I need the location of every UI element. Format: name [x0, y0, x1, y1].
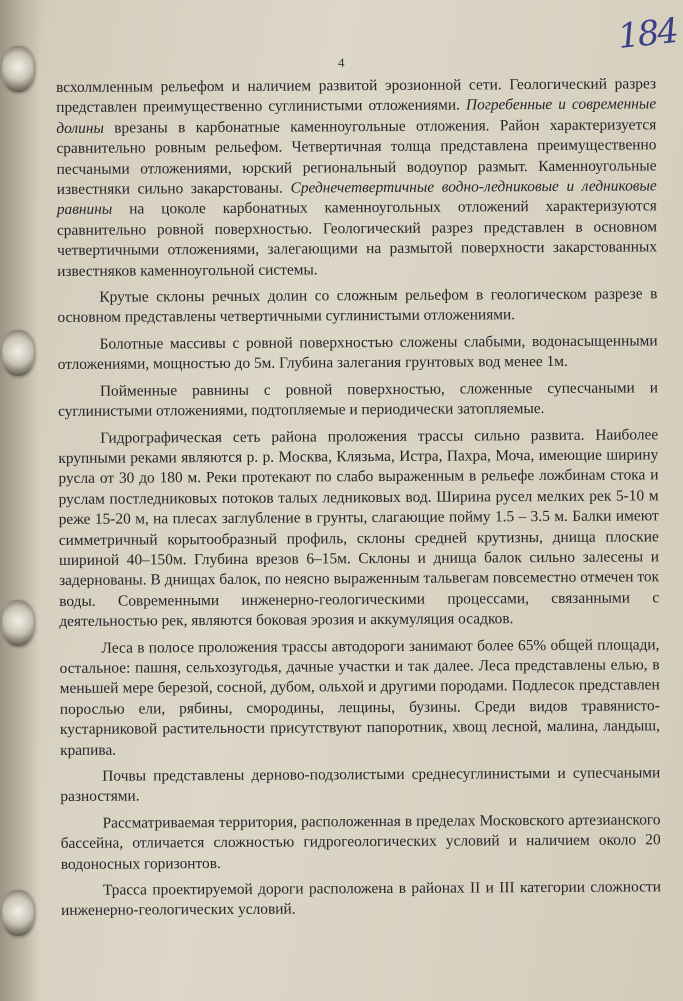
- binder-ring: [2, 46, 34, 92]
- paragraph-geology: [56, 74, 657, 282]
- italic-term: Среднечетвертичные водно-ледниковые и ледниковые равнины: [56, 177, 657, 219]
- paragraph-swamps: Болотные массивы с ровной поверхностью сложены слабыми, водонасыщенными отложениями, мощностью до 5м. Глубина залегания грунтовых вод менее 1м.: [57, 332, 658, 374]
- paragraph-slopes: Крутые склоны речных долин со сложным рельефом в геологическом разрезе в основном представлены четвертичными суглинистыми отложениями.: [57, 285, 658, 327]
- paragraph-floodplains: Пойменные равнины с ровной поверхностью, сложенные супесчаными и суглинистыми отложениями, подтопляемые и периодически затопляемые.: [57, 379, 658, 421]
- paragraph-aquifers: Рассматриваемая территория, расположенная в пределах Московского артезианского бассейна, отличается сложностью гидрогеологических условий и наличием около 20 водоносных горизонтов.: [60, 811, 661, 873]
- text-run: врезаны в карбонатные каменноугольные отложения. Район характеризуется сравнительно ровным рельефом. Четвертичная толща представлена преимущественно песчаными отложениями, юрский региональный водоупор размыт. Каменноугольные известняки сильно закарстованы.: [56, 116, 657, 199]
- paragraph-category: Трасса проектируемой дороги расположена в районах II и III категории сложности инженерно-геологических условий.: [61, 878, 662, 920]
- binder-ring: [2, 330, 34, 376]
- handwritten-sheet-number: 184: [616, 11, 679, 57]
- binder-ring: [2, 600, 34, 646]
- text-run: всхолмленным рельефом и наличием развитой эрозионной сети. Геологический разрез представлен преимущественно суглинистыми отложениями.: [56, 75, 657, 117]
- body-text: [56, 74, 661, 921]
- paragraph-forests: Леса в полосе проложения трассы автодороги занимают более 65% общей площади, остальное: пашня, сельхозугодья, дачные участки и так далее. Леса представлены елью, в меньшей мере березой, сосной, дубом, ольхой и другими породами. Подлесок представлен порослью ели, рябины, смородины, лещины, бузины. Среди видов травянисто-кустарниковой растительности присутствуют папоротник, хвощ лесной, малина, ландыш, крапива.: [59, 635, 661, 759]
- italic-term: Погребенные и современные долины: [56, 95, 657, 137]
- binding-edge: [0, 0, 40, 1001]
- paragraph-soils: Почвы представлены дерново-подзолистыми среднесуглинистыми и супесчаными разностями.: [60, 764, 661, 806]
- page-number: 4: [338, 55, 345, 70]
- paragraph-hydrography: Гидрографическая сеть района проложения трассы сильно развита. Наиболее крупными реками являются р. р. Москва, Клязьма, Истра, Пахра, Моча, имеющие ширину русла от 30 до 180 м. Реки протекают по слабо выраженным в рельефе ложбинам стока и руслам постледниковых потоков талых ледниковых вод. Ширина русел мелких рек 5-10 м реже 15-20 м, на плесах заглубление в грунты, слагающие пойму 1.5 – 3.5 м. Балки имеют симметричный корытообразный профиль, склоны средней крутизны, днища плоские шириной 40–150м. Глубина врезов 6–15м. Склоны и днища балок сильно залесены и задернованы. В днищах балок, по неясно выраженным тальвегам повсеместно отмечен ток воды. Современными инженерно-геологическими процессами, связанными с деятельностью рек, являются боковая эрозия и аккумуляция осадков.: [58, 425, 660, 631]
- text-run: на цоколе карбонатных каменноугольных отложений характеризуются сравнительно ровной поверхностью. Геологический разрез представлен в основном четвертичными отложениями, залегающими на размытой поверхности закарстованных известняков каменноугольной системы.: [56, 197, 658, 280]
- binder-ring: [2, 890, 34, 936]
